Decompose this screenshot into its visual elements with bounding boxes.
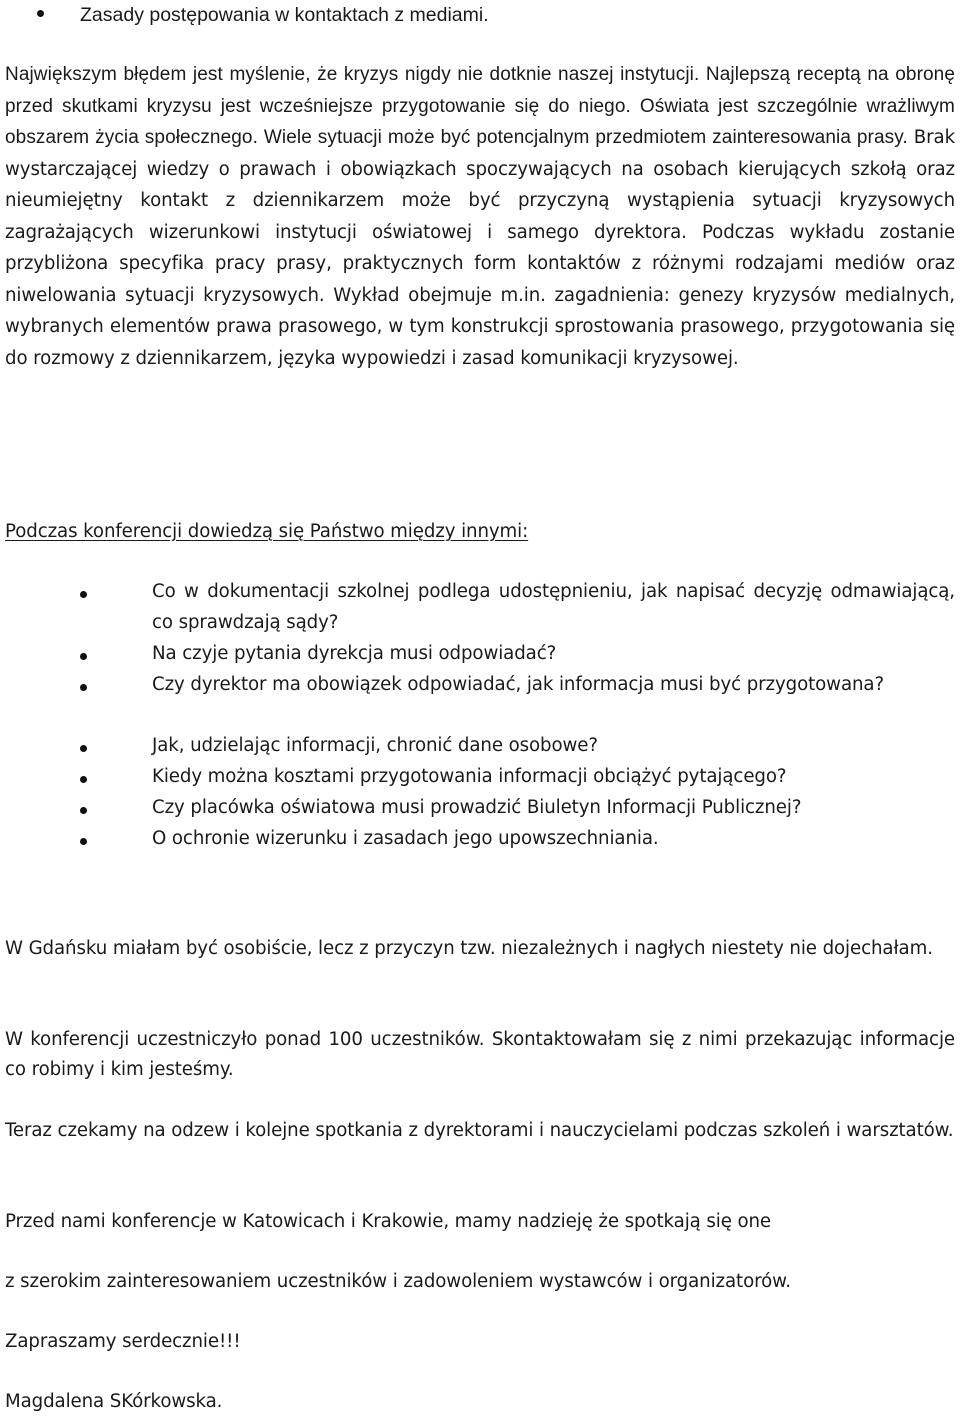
paragraph: W Gdańsku miałam być osobiście, lecz z przyczyn tzw. niezależnych i nagłych niestety nie dojechałam. xyxy=(5,938,933,959)
bullet-dot xyxy=(37,10,44,17)
list-item: O ochronie wizerunku i zasadach jego upowszechniania. xyxy=(152,828,659,849)
signature: Magdalena SKórkowska. xyxy=(5,1391,223,1412)
section-heading: Podczas konferencji dowiedzą się Państwo między innymi: xyxy=(5,521,529,542)
list-item: Co w dokumentacji szkolnej podlega udostępnieniu, jak napisać decyzję odmawiającą, co sprawdzają sądy? xyxy=(152,581,955,633)
list-item: Jak, udzielając informacji, chronić dane osobowe? xyxy=(152,735,598,756)
list-item: Na czyje pytania dyrekcja musi odpowiadać? xyxy=(152,643,557,664)
intro-paragraph xyxy=(5,59,955,374)
list-item: Czy placówka oświatowa musi prowadzić Biuletyn Informacji Publicznej? xyxy=(152,797,802,818)
intro-calibri-text: Brak wystarczającej wiedzy o prawach i obowiązkach spoczywających na osobach kierujących szkołą oraz nieumiejętny kontakt z dziennikarzem może być przyczyną wystąpienia sytuacji kryzysowych zagrażających wizerunkowi instytucji oświatowej i samego dyrektora. Podczas wykładu zostanie przybliżona specyfika pracy prasy, praktycznych form kontaktów z różnymi rodzajami mediów oraz niwelowania sytuacji kryzysowych. Wykład obejmuje m.in. zagadnienia: genezy kryzysów medialnych, wybranych elementów prawa prasowego, w tym konstrukcji sprostowania prasowego, przygotowania się do rozmowy z dziennikarzem, języka wypowiedzi i zasad komunikacji kryzysowej. xyxy=(5,127,955,369)
paragraph: W konferencji uczestniczyło ponad 100 uczestników. Skontaktowałam się z nimi przekazując informacje co robimy i kim jesteśmy. xyxy=(5,1029,955,1080)
paragraph: Przed nami konferencje w Katowicach i Krakowie, mamy nadzieję że spotkają się one xyxy=(5,1211,772,1232)
list-item: Czy dyrektor ma obowiązek odpowiadać, jak informacja musi być przygotowana? xyxy=(152,674,885,695)
top-bullet-text: Zasady postępowania w kontaktach z mediami. xyxy=(80,4,489,26)
paragraph: Zapraszamy serdecznie!!! xyxy=(5,1331,241,1352)
paragraph: z szerokim zainteresowaniem uczestników i zadowoleniem wystawców i organizatorów. xyxy=(5,1271,791,1292)
intro-arial-text: Największym błędem jest myślenie, że kryzys nigdy nie dotknie naszej instytucji. Najlepszą receptą na obronę przed skutkami kryzysu jest wcześniejsze przygotowanie się do niego. Oświata jest szczególnie wrażliwym obszarem życia społecznego. Wiele sytuacji może być potencjalnym przedmiotem zainteresowania prasy. xyxy=(5,64,955,148)
paragraph: Teraz czekamy na odzew i kolejne spotkania z dyrektorami i nauczycielami podczas szkoleń i warsztatów. xyxy=(5,1120,954,1141)
list-item: Kiedy można kosztami przygotowania informacji obciążyć pytającego? xyxy=(152,766,787,787)
